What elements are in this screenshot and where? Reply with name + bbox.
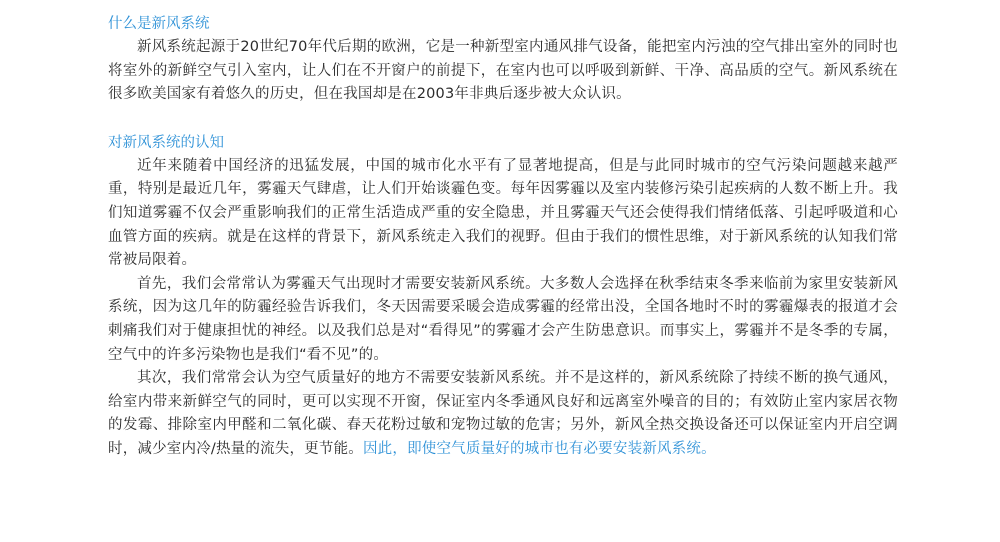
section-title-understanding: 对新风系统的认知 [108,134,224,151]
paragraph-second-point [108,367,898,461]
paragraph-second-point-text: 其次，我们常常会认为空气质量好的地方不需要安装新风系统。并不是这样的，新风系统除了持续不断的换气通风，给室内带来新鲜空气的同时，更可以实现不开窗，保证室内冬季通风良好和远离室外噪音的目的；有效防止室内家居衣物的发霉、排除室内甲醛和二氧化碳、春天花粉过敏和宠物过敏的危害；另外，新风全热交换设备还可以保证室内开启空调时，减少室内冷/热量的流失，更节能。 [108,370,898,457]
article [108,12,898,462]
section-title-what-is: 什么是新风系统 [108,16,210,32]
section-gap [108,107,898,131]
paragraph-first-point: 首先，我们会常常认为雾霾天气出现时才需要安装新风系统。大多数人会选择在秋季结束冬季来临前为家里安装新风系统，因为这几年的防霾经验告诉我们，冬天因需要采暖会造成雾霾的经常出没，全国各地时不时的雾霾爆表的报道才会刺痛我们对于健康担忧的神经。以及我们总是对“看得见”的雾霾才会产生防患意识。而事实上，雾霾并不是冬季的专属，空气中的许多污染物也是我们“看不见”的。 [108,275,898,363]
highlight-conclusion: 因此，即使空气质量好的城市也有必要安装新风系统。 [362,440,716,457]
paragraph-intro: 新风系统起源于20世纪70年代后期的欧洲，它是一种新型室内通风排气设备，能把室内污浊的空气排出室外的同时也将室外的新鲜空气引入室内，让人们在不开窗户的前提下，在室内也可以呼吸到新鲜、干净、高品质的空气。新风系统在很多欧美国家有着悠久的历史，但在我国却是在2003年非典后逐步被大众认识。 [108,39,898,103]
paragraph-background: 近年来随着中国经济的迅猛发展，中国的城市化水平有了显著地提高，但是与此同时城市的空气污染问题越来越严重，特别是最近几年，雾霾天气肆虐，让人们开始谈霾色变。每年因雾霾以及室内装修污染引起疾病的人数不断上升。我们知道雾霾不仅会严重影响我们的正常生活造成严重的安全隐患，并且雾霾天气还会使得我们情绪低落、引起呼吸道和心血管方面的疾病。就是在这样的背景下，新风系统走入我们的视野。但由于我们的惯性思维，对于新风系统的认知我们常常被局限着。 [108,157,898,269]
